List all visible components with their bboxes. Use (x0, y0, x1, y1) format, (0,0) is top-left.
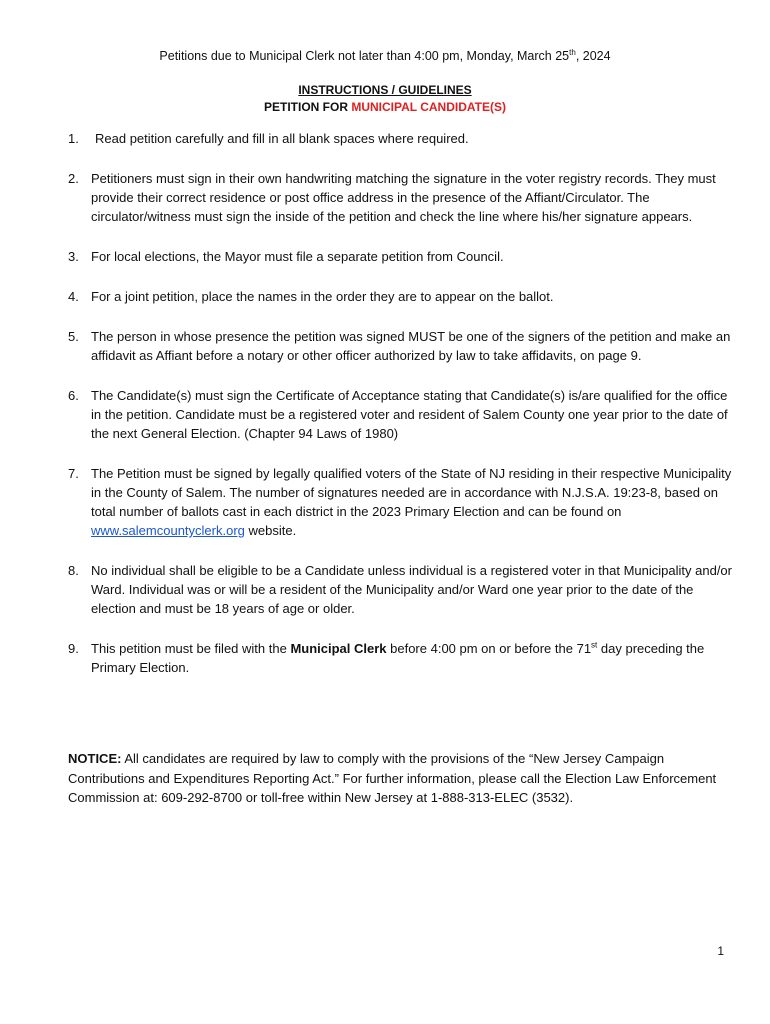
item-number: 4. (68, 289, 79, 304)
petition-title (0, 100, 770, 114)
instruction-item-8 (68, 561, 732, 618)
instruction-item-4 (68, 287, 732, 306)
deadline-header (0, 48, 770, 63)
item-text: Petitioners must sign in their own handwriting matching the signature in the voter registry records. They must provide their correct residence or post office address in the presence of the Affiant/Circulator. The circulator/witness must sign the inside of the petition and check the line where his/her signature appears. (91, 171, 716, 224)
petition-title-prefix: PETITION FOR (263, 100, 352, 114)
instruction-item-1 (68, 129, 732, 148)
instructions-title: INSTRUCTIONS / GUIDELINES (298, 83, 472, 97)
item-text-after-link: website. (244, 523, 297, 538)
item-text: No individual shall be eligible to be a Candidate unless individual is a registered voter in that Municipality and/or Ward. Individual was or will be a resident of the Municipality and/or Ward one year prior to the date of the election and must be 18 years of age or older. (91, 563, 732, 616)
item-text (91, 464, 732, 540)
item-text-after-bold: before 4:00 pm on or before the 71 (386, 641, 592, 656)
notice-label: NOTICE: (68, 751, 122, 766)
notice-text: All candidates are required by law to comply with the provisions of the “New Jersey Campaign Contributions and Expenditures Reporting Act.” For further information, please call the Election Law Enforcement Commission at: 609-292-8700 or toll-free within New Jersey at 1-888-313-ELEC (3532). (68, 751, 717, 805)
item-text (91, 639, 732, 677)
municipal-clerk-bold: Municipal Clerk (290, 641, 387, 656)
salem-county-clerk-link[interactable]: www.salemcountyclerk.org (91, 523, 245, 538)
deadline-suffix: , 2024 (575, 49, 611, 64)
item-number: 6. (68, 388, 79, 403)
item-text: For local elections, the Mayor must file a separate petition from Council. (91, 249, 504, 264)
item-number: 5. (68, 329, 79, 344)
item-text-before-bold: This petition must be filed with the (91, 641, 291, 656)
instruction-list (68, 129, 732, 698)
petition-title-highlight: MUNICIPAL CANDIDATE(S) (351, 100, 506, 114)
instruction-item-3 (68, 247, 732, 266)
item-text-end: day preceding the Primary Election. (91, 641, 705, 675)
item-text-before-link: The Petition must be signed by legally qualified voters of the State of NJ residing in their respective Municipality in the County of Salem. The number of signatures needed are in accordance with N.J.S.A. 19:23-8, based on total number of ballots cast in each district in the 2023 Primary Election and can be found on (91, 466, 732, 519)
instruction-item-6 (68, 386, 732, 443)
item-text: The person in whose presence the petition was signed MUST be one of the signers of the petition and make an affidavit as Affiant before a notary or other officer authorized by law to take affidavits, on page 9. (91, 329, 731, 363)
item-number: 7. (68, 466, 79, 481)
instruction-item-2 (68, 169, 732, 226)
deadline-sup: th (569, 48, 576, 57)
item-number: 1. (68, 131, 79, 146)
page-number: 1 (717, 944, 724, 958)
item-number: 2. (68, 171, 79, 186)
item-text: For a joint petition, place the names in the order they are to appear on the ballot. (91, 289, 554, 304)
instruction-item-9 (68, 639, 732, 677)
item-number: 3. (68, 249, 79, 264)
ordinal-sup: st (591, 640, 598, 650)
item-number: 9. (68, 641, 79, 656)
item-text: Read petition carefully and fill in all blank spaces where required. (95, 131, 469, 146)
instruction-item-7 (68, 464, 732, 540)
item-text: The Candidate(s) must sign the Certificate of Acceptance stating that Candidate(s) is/are qualified for the office in the petition. Candidate must be a registered voter and resident of Salem County one year prior to the date of the next General Election. (Chapter 94 Laws of 1980) (91, 388, 728, 441)
deadline-prefix: Petitions due to Municipal Clerk not later than 4:00 pm, Monday, March 25 (159, 49, 570, 64)
item-number: 8. (68, 563, 79, 578)
instruction-item-5 (68, 327, 732, 365)
notice-paragraph (68, 749, 718, 808)
